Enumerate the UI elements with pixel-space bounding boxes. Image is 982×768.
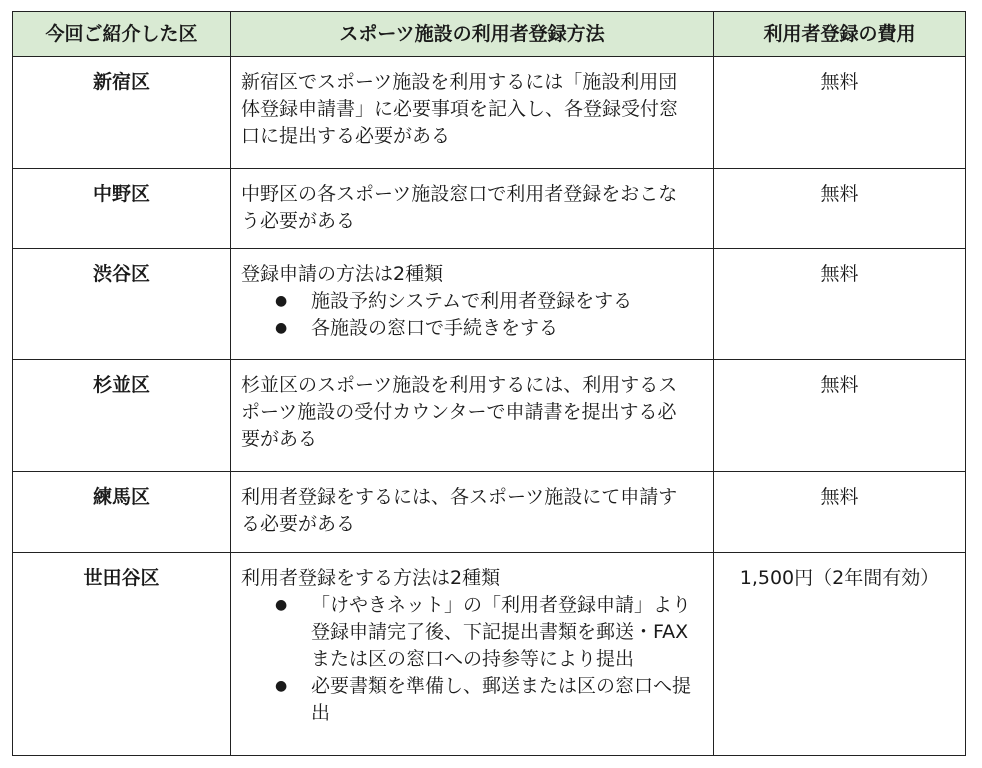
bullet-icon: ● — [275, 678, 288, 694]
bullet-text: 施設予約システムで利用者登録をする — [311, 290, 633, 312]
registration-method — [231, 553, 714, 756]
table-row — [13, 472, 966, 553]
method-intro: 登録申請の方法は2種類 — [241, 263, 444, 285]
bullet-text: 「けやきネット」の「利用者登録申請」より登録申請完了後、下記提出書類を郵送・FAXまたは区の窓口への持参等により提出 — [311, 594, 692, 670]
method-intro: 利用者登録をする方法は2種類 — [241, 567, 501, 589]
table-row — [13, 57, 966, 169]
method-bullet — [275, 592, 695, 673]
registration-fee: 1,500円（2年間有効） — [714, 553, 966, 756]
ward-name: 渋谷区 — [13, 249, 231, 360]
header-row — [13, 12, 966, 57]
method-bullet-list — [241, 592, 695, 727]
registration-fee: 無料 — [714, 169, 966, 249]
method-bullet — [275, 288, 695, 315]
registration-fee: 無料 — [714, 57, 966, 169]
ward-name: 世田谷区 — [13, 553, 231, 756]
registration-method: 中野区の各スポーツ施設窓口で利用者登録をおこなう必要がある — [231, 169, 714, 249]
table-row — [13, 169, 966, 249]
registration-method — [231, 249, 714, 360]
header-fee: 利用者登録の費用 — [714, 12, 966, 57]
ward-name: 練馬区 — [13, 472, 231, 553]
method-bullet — [275, 673, 695, 727]
method-bullet-list — [241, 288, 695, 342]
ward-name: 杉並区 — [13, 360, 231, 472]
bullet-icon: ● — [275, 597, 288, 613]
bullet-text: 必要書類を準備し、郵送または区の窓口へ提出 — [311, 675, 692, 724]
table-row — [13, 553, 966, 756]
bullet-icon: ● — [275, 320, 288, 336]
table-row — [13, 249, 966, 360]
method-bullet — [275, 315, 695, 342]
registration-fee: 無料 — [714, 249, 966, 360]
bullet-icon: ● — [275, 293, 288, 309]
header-method: スポーツ施設の利用者登録方法 — [231, 12, 714, 57]
registration-method: 新宿区でスポーツ施設を利用するには「施設利用団体登録申請書」に必要事項を記入し、各登録受付窓口に提出する必要がある — [231, 57, 714, 169]
ward-name: 新宿区 — [13, 57, 231, 169]
registration-method: 杉並区のスポーツ施設を利用するには、利用するスポーツ施設の受付カウンターで申請書を提出する必要がある — [231, 360, 714, 472]
header-ward: 今回ご紹介した区 — [13, 12, 231, 57]
ward-name: 中野区 — [13, 169, 231, 249]
registration-method: 利用者登録をするには、各スポーツ施設にて申請する必要がある — [231, 472, 714, 553]
registration-fee: 無料 — [714, 360, 966, 472]
registration-fee: 無料 — [714, 472, 966, 553]
table-row — [13, 360, 966, 472]
bullet-text: 各施設の窓口で手続きをする — [311, 317, 559, 339]
ward-registration-table — [12, 11, 966, 756]
